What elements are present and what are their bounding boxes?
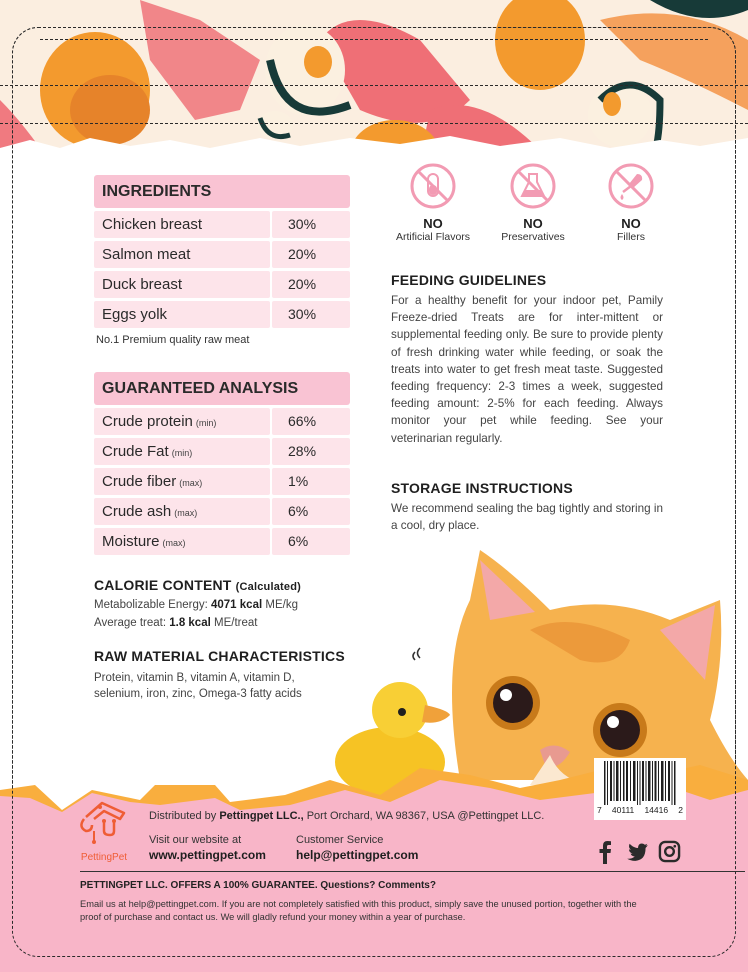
avg-value: 1.8 kcal (169, 617, 211, 629)
badge-no: NO (621, 216, 641, 231)
twitter-icon[interactable] (626, 843, 648, 866)
ingredients-note: No.1 Premium quality raw meat (96, 334, 250, 346)
facebook-icon[interactable] (598, 840, 612, 869)
analysis-value: 1% (272, 468, 350, 495)
table-row (94, 271, 350, 298)
analysis-name (94, 468, 270, 495)
no-test-tube-icon (409, 162, 457, 210)
badge-label: Fillers (617, 231, 645, 243)
badge-label: Preservatives (501, 231, 565, 243)
feeding-text: For a healthy benefit for your indoor pet, Pamily Freeze-dried Treats are for inter-mittent or supplemental feeding only. Be sure to provide plenty of fresh drinking water while feeding, or soak the treats into water to get fresh meat taste. Suggested feeding frequency: 2-3 times a week, suggested feeding amount: 2-5% for each feeding. Always monitor your pet while feeding. See your veterinarian regularly. (391, 294, 663, 445)
calorie-title-text: CALORIE CONTENT (94, 577, 232, 593)
me-value: 4071 kcal (211, 599, 263, 611)
logo-name: PettingPet (80, 852, 128, 863)
ingredient-name: Chicken breast (94, 211, 270, 238)
service-label: Customer Service (296, 834, 384, 846)
ingredient-percent: 20% (272, 241, 350, 268)
badge-no: NO (523, 216, 543, 231)
calorie-title (94, 577, 301, 593)
instagram-icon[interactable] (658, 840, 681, 868)
analysis-name (94, 438, 270, 465)
table-row (94, 498, 350, 525)
badge-label: Artificial Flavors (395, 231, 471, 243)
no-dropper-icon (607, 162, 655, 210)
analysis-value: 28% (272, 438, 350, 465)
badge-no: NO (423, 216, 443, 231)
badge-no-preservatives (488, 162, 578, 243)
table-row (94, 211, 350, 238)
barcode-digit: 40111 (611, 805, 635, 815)
feeding-title: FEEDING GUIDELINES (391, 272, 547, 288)
avg-unit: ME/treat (214, 617, 258, 629)
badge-no-fillers (586, 162, 676, 243)
ingredient-name: Duck breast (94, 271, 270, 298)
customer-service-block (296, 833, 418, 863)
analysis-label: Crude Fat (102, 443, 169, 460)
ingredients-title: INGREDIENTS (94, 175, 350, 208)
me-unit: ME/kg (265, 599, 298, 611)
calorie-title-suffix: (Calculated) (235, 581, 302, 593)
table-row (94, 438, 350, 465)
barcode-digit: 2 (678, 805, 683, 815)
analysis-value: 66% (272, 408, 350, 435)
table-row (94, 408, 350, 435)
calorie-avg-line (94, 615, 257, 632)
ingredients-table (94, 175, 350, 346)
table-row (94, 241, 350, 268)
ingredient-name: Eggs yolk (94, 301, 270, 328)
distributor-name: Pettingpet LLC., (219, 810, 304, 822)
ingredient-percent: 20% (272, 271, 350, 298)
analysis-name (94, 498, 270, 525)
barcode (594, 758, 686, 820)
analysis-label: Moisture (102, 533, 160, 550)
service-email-link[interactable]: help@pettingpet.com (296, 848, 419, 862)
calorie-me-line (94, 597, 298, 614)
ingredient-percent: 30% (272, 301, 350, 328)
storage-text: We recommend sealing the bag tightly and storing in a cool, dry place. (391, 502, 663, 533)
analysis-title: GUARANTEED ANALYSIS (94, 372, 350, 405)
barcode-bars (604, 761, 676, 805)
guaranteed-analysis-table (94, 372, 350, 558)
pettingpet-logo-icon (76, 795, 132, 845)
badge-no-artificial-flavors (388, 162, 478, 243)
analysis-name (94, 528, 270, 555)
guarantee-title: PETTINGPET LLC. OFFERS A 100% GUARANTEE. Questions? Comments? (80, 880, 436, 891)
ingredient-name: Salmon meat (94, 241, 270, 268)
table-row (94, 468, 350, 495)
table-row (94, 528, 350, 555)
guarantee-text: Email us at help@pettingpet.com. If you are not completely satisfied with this product, simply save the unused portion, together with the proof of purchase and contact us. We will gladly refund your money within a year of purchase. (80, 899, 637, 922)
analysis-qualifier: (max) (162, 538, 186, 548)
distributor-line (149, 810, 544, 822)
barcode-digit: 14416 (644, 805, 669, 815)
raw-material-line1: Protein, vitamin B, vitamin A, vitamin D, (94, 672, 295, 684)
distributed-prefix: Distributed by (149, 810, 217, 822)
raw-material-title: RAW MATERIAL CHARACTERISTICS (94, 648, 345, 664)
raw-material-line2: selenium, iron, zinc, Omega-3 fatty acids (94, 688, 302, 700)
analysis-label: Crude ash (102, 503, 172, 520)
no-flask-icon (509, 162, 557, 210)
me-label: Metabolizable Energy: (94, 599, 208, 611)
analysis-qualifier: (min) (195, 418, 217, 428)
footer-divider (80, 871, 745, 872)
website-block (149, 833, 266, 863)
analysis-label: Crude fiber (102, 473, 177, 490)
analysis-qualifier: (max) (179, 478, 203, 488)
analysis-label: Crude protein (102, 413, 193, 430)
analysis-value: 6% (272, 528, 350, 555)
website-label: Visit our website at (149, 834, 242, 846)
analysis-qualifier: (max) (174, 508, 198, 518)
storage-title: STORAGE INSTRUCTIONS (391, 480, 573, 496)
distributor-address: Port Orchard, WA 98367, USA @Pettingpet LLC. (306, 810, 545, 822)
table-row (94, 301, 350, 328)
website-link[interactable]: www.pettingpet.com (149, 848, 266, 862)
ingredient-percent: 30% (272, 211, 350, 238)
analysis-qualifier: (min) (171, 448, 193, 458)
barcode-digits (597, 805, 683, 815)
analysis-name (94, 408, 270, 435)
barcode-digit: 7 (597, 805, 602, 815)
analysis-value: 6% (272, 498, 350, 525)
avg-label: Average treat: (94, 617, 167, 629)
pettingpet-logo (74, 795, 134, 863)
